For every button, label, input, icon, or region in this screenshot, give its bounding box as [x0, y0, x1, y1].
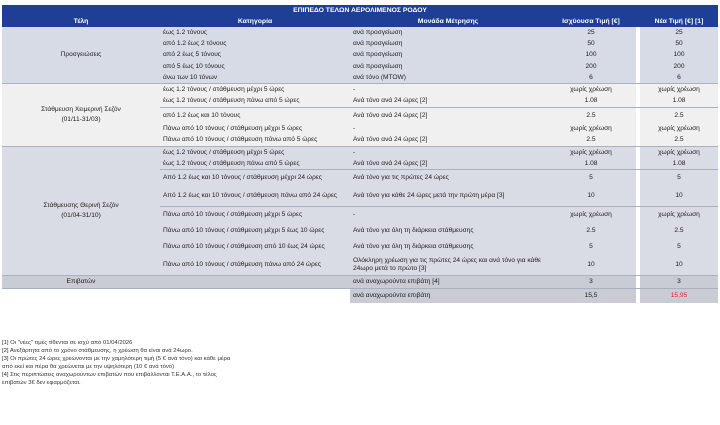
table-cell: 50 — [675, 40, 683, 48]
table-cell: από 1.2 έως 2 τόνους — [163, 40, 227, 48]
table-cell: χωρίς χρέωση — [546, 147, 636, 159]
table-cell: 5 — [589, 243, 593, 251]
table-cell: χωρίς χρέωση — [658, 125, 700, 133]
table-cell: έως 1.2 τόνους — [163, 28, 208, 36]
table-cell: Ανά τόνο για κάθε 24 ώρες μετά την πρώτη μέρα [3] — [353, 192, 505, 200]
table-cell: Από 1.2 έως και 10 τόνους / στάθμευση πάνω από 24 ώρες — [163, 192, 338, 200]
table-cell: 5 — [640, 170, 718, 187]
table-cell: 100 — [673, 51, 685, 59]
table-cell: έως 1.2 τόνους / στάθμευση μέχρι 5 ώρες — [160, 147, 350, 159]
header-category: Κατηγορία — [160, 16, 350, 27]
table-cell: έως 1.2 τόνους / στάθμευση πάνω από 5 ώρες — [163, 159, 300, 167]
table-cell: έως 1.2 τόνους / στάθμευση πάνω από 5 ώρες — [163, 97, 300, 105]
table-cell: χωρίς χρέωση — [570, 125, 612, 133]
table-cell: - — [353, 125, 356, 133]
table-cell: άνω των 10 τόνων — [163, 73, 218, 81]
landing-label: Προσγειώσεις — [2, 27, 160, 83]
table-cell: 6 — [589, 73, 593, 81]
table-cell: Από 1.2 έως και 10 τόνους / στάθμευση μέχρι 24 ώρες — [160, 170, 350, 187]
table-cell: Ανά τόνο για όλη τη διάρκεια στάθμευσης — [353, 243, 474, 251]
table-cell: 2.5 — [674, 136, 684, 144]
table-cell: ανά προσγείωση — [353, 28, 403, 36]
table-cell: 2.5 — [586, 136, 596, 144]
table-cell: Ανά τόνο ανά 24 ώρες [2] — [353, 136, 428, 144]
table-cell: χωρίς χρέωση — [640, 84, 718, 96]
table-cell: 10 — [587, 261, 595, 269]
table-cell: ανά τόνο (MTOW) — [353, 73, 406, 81]
winter-period: (01/11-31/03) — [61, 116, 101, 124]
table-cell: από 1.2 έως και 10 τόνους — [160, 107, 350, 124]
table-cell: χωρίς χρέωση — [640, 207, 718, 224]
table-cell: ανά προσγείωση — [353, 62, 403, 70]
table-cell: 1.08 — [672, 97, 686, 105]
footnote: [2] Ανεξάρτητα από το χρόνο στάθμευσης, η χρέωση θα είναι ανά 24ωρο. — [2, 347, 193, 354]
table-cell: 6 — [677, 73, 681, 81]
table-cell: 10 — [587, 192, 595, 200]
table-cell: Πάνω από 10 τόνους / στάθμευση πάνω από 5 ώρες — [163, 136, 318, 144]
table-cell: Ανά τόνο ανά 24 ώρες [2] — [353, 97, 428, 105]
table-cell: 2.5 — [674, 227, 684, 235]
table-cell: 10 — [675, 192, 683, 200]
table-cell: - — [350, 207, 546, 224]
header-new: Νέα Τιμή [€] [1] — [640, 16, 718, 27]
footnote: [4] Στις περιπτώσεις αναχωρούντων επιβατών που επιβάλλονται Τ.Ε.Α.Α., το τέλος επιβατών 3€ δεν εφαρμόζεται. — [2, 371, 217, 386]
table-cell: 1.08 — [672, 159, 686, 167]
winter-title: Στάθμευση Χειμερινή Σεζόν — [41, 106, 121, 114]
table-cell: 50 — [587, 40, 595, 48]
table-cell: χωρίς χρέωση — [546, 207, 636, 224]
table-cell: 2.5 — [640, 107, 718, 124]
table-cell: 3 — [546, 276, 636, 289]
table-cell: Πάνω από 10 τόνους / στάθμευση μέχρι 5 ώρες — [163, 125, 303, 133]
table-cell: - — [350, 147, 546, 159]
table-cell: 1.08 — [584, 159, 598, 167]
table-cell: 100 — [585, 51, 597, 59]
summer-label — [2, 147, 160, 276]
fees-table — [2, 5, 718, 303]
table-cell: από 5 έως 10 τόνους — [163, 62, 225, 70]
footnotes — [2, 340, 232, 387]
table-cell: από 2 έως 5 τόνους — [163, 51, 221, 59]
table-cell: Ανά τόνο για όλη τη διάρκεια στάθμευσης — [353, 227, 474, 235]
table-cell: ανά αναχωρούντα επιβάτη — [350, 289, 546, 303]
table-cell: Πάνω από 10 τόνους / στάθμευση μέχρι 5 ώρες — [160, 207, 350, 224]
table-cell: 2.5 — [586, 227, 596, 235]
table-cell: - — [350, 84, 546, 96]
table-cell: Ανά τόνο ανά 24 ώρες [2] — [353, 159, 428, 167]
table-cell: 25 — [587, 28, 595, 36]
table-cell: ανά προσγείωση — [353, 40, 403, 48]
table-cell: 1.08 — [584, 97, 598, 105]
table-cell: Πάνω από 10 τόνους / στάθμευση μέχρι 5 έως 10 ώρες — [163, 227, 325, 235]
table-cell: Πάνω από 10 τόνους / στάθμευση από 10 έως 24 ώρες — [163, 243, 325, 251]
highlighted-new-price: 15,95 — [640, 289, 718, 303]
table-cell: 5 — [546, 170, 636, 187]
table-cell: 25 — [675, 28, 683, 36]
header-current: Ισχύουσα Τιμή [€] — [546, 16, 636, 27]
table-cell: Ανά τόνο ανά 24 ώρες [2] — [350, 107, 546, 124]
table-cell: έως 1.2 τόνους / στάθμευση μέχρι 5 ώρες — [160, 84, 350, 96]
table-cell: 10 — [675, 261, 683, 269]
winter-label — [2, 84, 160, 147]
summer-title: Στάθμευσης Θερινή Σεζόν — [43, 202, 119, 210]
table-cell: 3 — [640, 276, 718, 289]
table-cell: ανά προσγείωση — [353, 51, 403, 59]
table-cell: Ανά τόνο για τις πρώτες 24 ώρες — [350, 170, 546, 187]
table-cell: ανά αναχωρούντα επιβάτη [4] — [350, 276, 546, 289]
table-cell: Ολόκληρη χρέωση για τις πρώτες 24 ώρες και ανά τόνο για κάθε 24ωρο μετά το πρώτο [3] — [353, 256, 541, 273]
table-cell: 15,5 — [546, 289, 636, 303]
header-fees: Τέλη — [2, 16, 160, 27]
table-cell: 200 — [585, 62, 597, 70]
table-cell: 5 — [677, 243, 681, 251]
passengers-label: Επιβατών — [2, 276, 160, 289]
footnote: [1] Οι "νέες" τιμές τίθενται σε ισχύ από 01/04/2026 — [2, 340, 133, 346]
summer-period: (01/04-31/10) — [61, 212, 101, 220]
table-cell: Πάνω από 10 τόνους / στάθμευση πάνω από 24 ώρες — [163, 261, 321, 269]
table-title: ΕΠΙΠΕΔΟ ΤΕΛΩΝ ΑΕΡΟΛΙΜΕΝΟΣ ΡΟΔΟΥ — [2, 5, 718, 16]
header-unit: Μονάδα Μέτρησης — [350, 16, 546, 27]
footnote: [3] Οι πρώτες 24 ώρες χρεώνονται με την χαμηλότερη τιμή (5 € ανά τόνο) και κάθε μέρα από εκεί και πέρα θα χρεώνεται με την υψηλότερη (10 € ανά τόνο) — [2, 355, 231, 370]
table-cell: 200 — [673, 62, 685, 70]
table-cell: χωρίς χρέωση — [546, 84, 636, 96]
table-cell: χωρίς χρέωση — [640, 147, 718, 159]
table-cell: 2.5 — [546, 107, 636, 124]
